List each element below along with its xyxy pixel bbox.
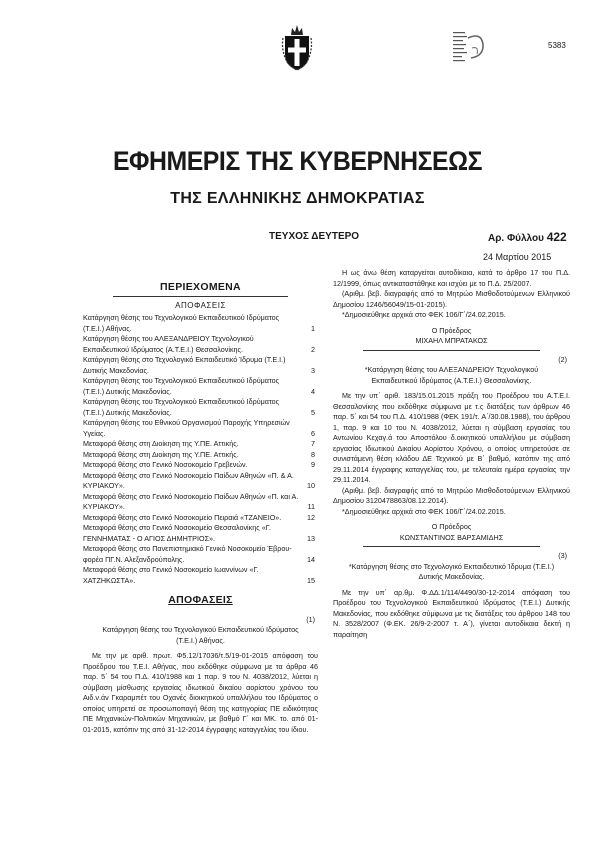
toc-item-page: 7 (311, 439, 315, 448)
decision-3-title: *Κατάργηση θέσης στο Τεχνολογικό Εκπαιδευτικό Ίδρυμα (Τ.Ε.Ι.) Δυτικής Μακεδονίας. (348, 561, 555, 581)
toc-item-text: Μεταφορά θέσης στο Γενικό Νοσοκομείο Παίδων Αθηνών «Π. και Α. ΚΥΡΙΑΚΟΥ». (83, 491, 299, 511)
decision-3-body: Με την υπ΄ αρ.θμ. Φ.ΔΔ.1/114/4490/30-12-2014 απόφαση του Προέδρου του Τεχνολογικού Εκπαιδευτικού Ιδρύματος (Τ.Ε.Ι.) Δυτικής Μακεδονίας, που εκδόθηκε σύμφωνα με τις διατάξεις του άρθρου 148 του Ν. 3528/2007 (Φ.ΕΚ. 26/9-2-2007 τ. Α΄), γίνεται αυτοδίκαια δεκτή η παραίτηση (333, 587, 570, 639)
toc-item[interactable] (83, 492, 318, 513)
decision-2-number: (2) (558, 354, 567, 364)
decision-1-number: (1) (306, 614, 315, 624)
toc-item[interactable] (83, 523, 318, 544)
gazette-title: ΕΦΗΜΕΡΙΣ ΤΗΣ ΚΥΒΕΡΝΗΣΕΩΣ (112, 146, 483, 176)
toc-item-text: Κατάργηση θέσης του Εθνικού Οργανισμού Παροχής Υπηρεσιών Υγείας. (83, 418, 290, 438)
decision-3-number: (3) (558, 551, 567, 560)
toc-item-page: 5 (311, 407, 315, 417)
decision-2-note-1: (Αριθμ. βεβ. διαγραφής από το Μητρώο Μισθοδοτούμενων Ελληνικού Δημοσίου 3120478863/08.12.2014). (333, 485, 570, 505)
gazette-subtitle: ΤΗΣ ΕΛΛΗΝΙΚΗΣ ΔΗΜΟΚΡΑΤΙΑΣ (170, 190, 425, 207)
digital-signature-stamp-icon (453, 30, 487, 66)
toc-item-text: Μεταφορά θέσης στο Γενικό Νοσοκομείο Πειραιά «ΤΖΑΝΕΙΟ». (83, 512, 282, 522)
decision-2-signer-name: ΚΩΝΣΤΑΝΤΙΝΟΣ ΒΑΡΣΑΜΙΔΗΣ (399, 532, 504, 542)
toc-item-page: 11 (307, 502, 315, 511)
toc-item-text: Κατάργηση θέσης του Τεχνολογικού Εκπαιδευτικού Ιδρύματος (Τ.Ε.Ι.) Αθήνας. (83, 313, 280, 333)
sheet-number-label (488, 230, 567, 244)
toc-item-text: Μεταφορά θέσης στη Διοίκηση της Υ.ΠΕ. Αττικής. (83, 449, 239, 459)
toc-item-page: 8 (311, 449, 315, 459)
toc-item[interactable] (83, 397, 318, 418)
decisions-heading: ΑΠΟΦΑΣΕΙΣ (168, 594, 233, 606)
toc-item[interactable] (83, 565, 318, 586)
decision-2-divider (363, 546, 540, 547)
sheet-number: 422 (546, 230, 567, 244)
toc-item-text: Κατάργηση θέσης του ΑΛΕΞΑΝΔΡΕΙΟΥ Τεχνολογικού Εκπαιδευτικού Ιδρύματος (Α.Τ.Ε.Ι.) Θεσσαλονίκης. (83, 334, 254, 354)
toc-item-page: 12 (307, 512, 315, 522)
toc-item[interactable] (83, 513, 318, 524)
toc-item-text: Μεταφορά θέσης στο Γενικό Νοσοκομείο Παίδων Αθηνών «Π. & Α. ΚΥΡΙΑΚΟΥ». (83, 470, 294, 490)
toc-item[interactable] (83, 471, 318, 492)
toc-item[interactable] (83, 313, 318, 334)
contents-heading: ΠΕΡΙΕΧΟΜΕΝΑ (160, 281, 241, 293)
decision-1-signer-role: Ο Πρόεδρος (431, 325, 472, 335)
toc-item[interactable] (83, 334, 318, 355)
right-column (333, 268, 570, 640)
contents-list (83, 313, 318, 586)
greek-coat-of-arms-icon (280, 22, 314, 72)
toc-item-page: 2 (311, 344, 315, 354)
toc-item-text: Μεταφορά θέσης στο Γενικό Νοσοκομείο Γρεβενών. (83, 460, 248, 469)
toc-item-page: 15 (307, 575, 315, 585)
decision-2-signer-role: Ο Πρόεδρος (431, 522, 472, 531)
decision-2-title: *Κατάργηση θέσης του ΑΛΕΞΑΝΔΡΕΙΟΥ Τεχνολογικού Εκπαιδευτικού Ιδρύματος (Α.Τ.Ε.Ι.) Θεσσαλονίκης. (364, 365, 539, 385)
toc-item-text: Κατάργηση θέσης του Τεχνολογικού Εκπαιδευτικού Ιδρύματος (Τ.Ε.Ι.) Δυτικής Μακεδονίας. (83, 376, 280, 396)
toc-item-text: Μεταφορά θέσης στο Γενικό Νοσοκομείο Ιωαννίνων «Γ. ΧΑΤΖΗΚΩΣΤΑ». (83, 565, 259, 585)
toc-item-page: 13 (307, 533, 315, 543)
toc-item[interactable] (83, 544, 318, 565)
decision-2-note-2: *Δημοσιεύθηκε αρχικά στο ΦΕΚ 106/Γ΄/24.02.2015. (342, 506, 506, 516)
toc-item-page: 4 (311, 386, 315, 396)
toc-item-page: 9 (311, 460, 315, 469)
decision-2-body: Με την υπ΄ αριθ. 183/15.01.2015 πράξη του Προέδρου του Α.Τ.Ε.Ι. Θεσσαλονίκης που εκδόθηκε σύμφωνα με τ.ς διατάξεις των άρθρων 46 παρ. 5΄ και 54 του Π.Δ. 410/1988 (ΦΕΚ 191/τ. Α΄/30.08.1988), του άρθρου 1, παρ. 9 και 10 του Ν. 4038/2012, λύεται η σύμβαση εργασίας του Αντωνίου Κεχαγ.ά του Αποστόλου δ.οικητικού υπαλλήλου με σύμβαση εργασίας Ιδιωτικού Δικαίου Αορίστου Χρόνου, ο οποίος υπηρετούσε σε συνιστάμενη θέση κλάδου ΔΕ Τεχνικού με Β΄ βαθμό, κατόπιν της από 29.11.2014 έγγραφης καταγγελίας του, με τελευταία ημέρα εργασίας την 29.11.2014. (333, 391, 570, 484)
toc-item[interactable] (83, 450, 318, 461)
decision-1-title: Κατάργηση θέσης του Τεχνολογικού Εκπαιδευτικού Ιδρύματος (Τ.Ε.Ι.) Αθήνας. (102, 625, 299, 645)
decision-1-divider (363, 350, 540, 351)
toc-item[interactable] (83, 376, 318, 397)
decision-1-signer-name: ΜΙΧΑΗΛ ΜΠΡΑΤΑΚΟΣ (415, 336, 488, 345)
left-column (83, 268, 318, 735)
contents-divider (113, 296, 288, 297)
decision-1-note-1: (Αριθμ. βεβ. διαγραφής από το Μητρώο Μισθοδοτούμενων Ελληνικού Δημοσίου 1246/56049/15-01-2015). (333, 289, 570, 309)
toc-item-text: Μεταφορά θέσης στο Πανεπιστημιακό Γενικό Νοσοκομείο Έβρου-φορέα ΠΓ.Ν. Αλεξανδρούπολης. (83, 544, 292, 564)
decision-1-note-2: *Δημοσιεύθηκε αρχικά στο ΦΕΚ 106/Γ΄/24.02.2015. (342, 310, 506, 319)
toc-item-text: Κατάργηση θέσης στο Τεχνολογικό Εκπαιδευτικό Ίδρυμα (Τ.Ε.Ι.) Δυτικής Μακεδονίας. (83, 355, 286, 375)
toc-item-page: 1 (311, 323, 315, 333)
decision-1-body: Με την με αριθ. πρωτ. Φ5.12/17036/τ.5/19-01-2015 απόφαση του Προέδρου του Τ.Ε.Ι. Αθήνας, που εκδόθηκε σύμφωνα με τα άρθρα 46 παρ. 5΄ 54 του Π.Δ. 410/1988 και 1 παρ. 9 του Ν. 4038/2012, λύεται η σύμβαση μίσθωσης εργασίας ιδιωτικού δικαίου αορίστου χρόνου του Αιδ.ν.άν Γκαραμπέτ του Οχανές διοικητικού υπαλλήλου του Ιδρύματος ο οποίος υπηρετεί σε προσωποπαγή θέση της κατηγορίας ΠΕ ειδικότητας ΠΕ Μηχανικών-Πολιτικών Μηχανικών, με βαθμό Γ΄ και ΜΚ. το. από 01-01-2015, κατόπιν της από 31-12-2014 έγγραφης καταγγελίας του ίδιου. (83, 651, 318, 734)
toc-item-page: 10 (307, 481, 315, 490)
toc-item[interactable] (83, 355, 318, 376)
toc-item-page: 6 (311, 428, 315, 438)
sheet-label-text: Αρ. Φύλλου (488, 233, 547, 244)
toc-item-text: Κατάργηση θέσης του Τεχνολογικού Εκπαιδευτικού Ιδρύματος (Τ.Ε.Ι.) Δυτικής Μακεδονίας. (83, 397, 280, 417)
issue-label: ΤΕΥΧΟΣ ΔΕΥΤΕΡΟ (269, 231, 360, 242)
toc-item-text: Μεταφορά θέσης στο Γενικό Νοσοκομείο Θεσσαλονίκης «Γ. ΓΕΝΝΗΜΑΤΑΣ - Ο ΑΓΙΟΣ ΔΗΜΗΤΡΙΟΣ». (83, 523, 271, 543)
toc-item[interactable] (83, 460, 318, 471)
issue-date: 24 Μαρτίου 2015 (483, 252, 552, 262)
decision-1-body-2: Η ως άνω θέση καταργείται αυτοδίκαια, κατά το άρθρο 17 του Π.Δ. 12/1999, όπως αντικαταστάθηκε και ισχύει με το Π.Δ. 25/2007. (333, 268, 570, 288)
contents-subheading: ΑΠΟΦΑΣΕΙΣ (175, 300, 226, 310)
toc-item-text: Μεταφορά θέσης στη Διοίκηση της Υ.ΠΕ. Αττικής. (83, 439, 239, 448)
toc-item[interactable] (83, 418, 318, 439)
toc-item[interactable] (83, 439, 318, 450)
toc-item-page: 3 (311, 365, 315, 375)
toc-item-page: 14 (307, 554, 315, 564)
page-number: 5383 (548, 41, 566, 50)
